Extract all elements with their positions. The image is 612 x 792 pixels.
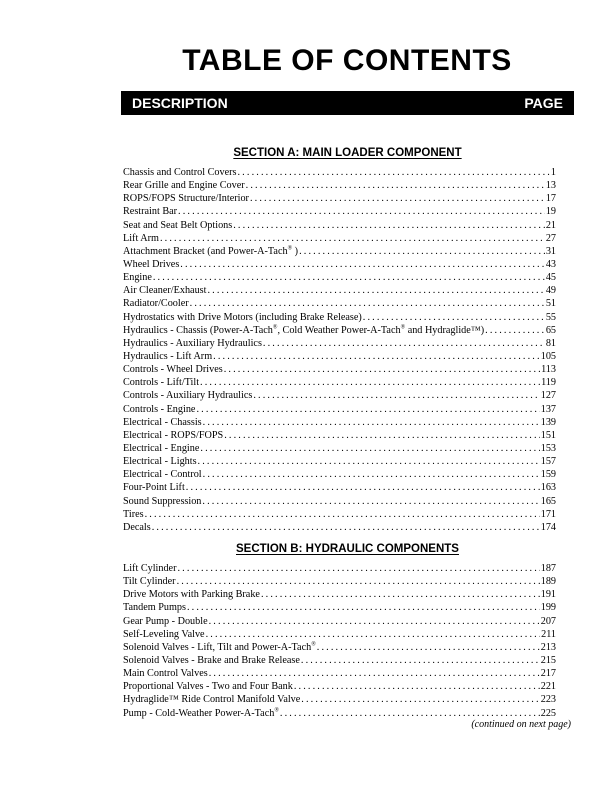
toc-entry-page: 21 xyxy=(545,219,556,231)
toc-entry[interactable] xyxy=(123,693,556,706)
dot-leader xyxy=(213,350,540,363)
column-header-bar xyxy=(121,91,574,115)
toc-entry-page: 127 xyxy=(540,390,556,402)
dot-leader xyxy=(363,311,545,324)
toc-entry-page: 31 xyxy=(545,245,556,257)
toc-entry-page: 221 xyxy=(540,681,556,693)
toc-entry[interactable] xyxy=(123,205,556,218)
toc-entry-title: ROPS/FOPS Structure/Interior xyxy=(123,193,249,205)
dot-leader xyxy=(301,654,540,667)
toc-entry[interactable] xyxy=(123,337,556,350)
toc-entry-title: Controls - Auxiliary Hydraulics xyxy=(123,390,253,402)
section-b-list xyxy=(123,562,556,720)
toc-entry[interactable] xyxy=(123,628,556,641)
toc-entry[interactable] xyxy=(123,389,556,402)
toc-entry-title: Air Cleaner/Exhaust xyxy=(123,285,207,297)
toc-entry[interactable] xyxy=(123,601,556,614)
toc-entry-page: 17 xyxy=(545,193,556,205)
toc-entry-page: 105 xyxy=(540,350,556,362)
toc-entry-title: Hydrostatics with Drive Motors (including Brake Release) xyxy=(123,311,362,323)
dot-leader xyxy=(261,588,540,601)
toc-entry[interactable] xyxy=(123,219,556,232)
page-column-header: PAGE xyxy=(524,95,563,111)
toc-entry-title: Lift Arm xyxy=(123,232,159,244)
dot-leader xyxy=(299,245,545,258)
toc-entry-title: Rear Grille and Engine Cover xyxy=(123,180,245,192)
toc-entry-page: 223 xyxy=(540,694,556,706)
toc-entry-title: Proportional Valves - Two and Four Bank xyxy=(123,681,293,693)
toc-entry-page: 113 xyxy=(541,364,556,376)
toc-entry[interactable] xyxy=(123,311,556,324)
toc-entry[interactable] xyxy=(123,258,556,271)
toc-entry-page: 163 xyxy=(540,482,556,494)
toc-entry[interactable] xyxy=(123,363,556,376)
toc-entry-title: Controls - Lift/Tilt xyxy=(123,377,200,389)
toc-entry-page: 1 xyxy=(550,167,556,178)
toc-entry-title: Self-Leveling Valve xyxy=(123,628,205,640)
toc-entry-title: Gear Pump - Double xyxy=(123,615,208,627)
dot-leader xyxy=(187,601,540,614)
toc-entry-title: Electrical - ROPS/FOPS xyxy=(123,429,224,441)
description-column-header: DESCRIPTION xyxy=(132,95,228,111)
toc-entry-title: Hydraglide™ Ride Control Manifold Valve xyxy=(123,694,301,706)
toc-entry[interactable] xyxy=(123,376,556,389)
dot-leader xyxy=(177,575,540,588)
toc-entry-title: Four-Point Lift xyxy=(123,482,185,494)
toc-entry-page: 211 xyxy=(541,628,556,640)
dot-leader xyxy=(190,297,545,310)
toc-entry-page: 171 xyxy=(540,508,556,520)
toc-entry-page: 139 xyxy=(540,416,556,428)
toc-entry-page: 27 xyxy=(545,232,556,244)
dot-leader xyxy=(317,641,540,654)
dot-leader xyxy=(246,179,545,192)
toc-entry-title: Tandem Pumps xyxy=(123,602,186,614)
dot-leader xyxy=(178,205,545,218)
dot-leader xyxy=(160,232,545,245)
toc-entry[interactable] xyxy=(123,271,556,284)
toc-entry-title: Solenoid Valves - Lift, Tilt and Power-A-Tach® xyxy=(123,641,316,653)
dot-leader xyxy=(294,680,540,693)
toc-entry-page: 157 xyxy=(540,456,556,468)
dot-leader xyxy=(145,508,540,521)
dot-leader xyxy=(200,376,540,389)
toc-entry[interactable] xyxy=(123,297,556,310)
toc-entry-page: 137 xyxy=(540,403,556,415)
dot-leader xyxy=(206,628,541,641)
toc-entry[interactable] xyxy=(123,641,556,654)
toc-entry-title: Electrical - Chassis xyxy=(123,416,202,428)
dot-leader xyxy=(203,416,540,429)
toc-entry[interactable] xyxy=(123,455,556,468)
dot-leader xyxy=(180,258,545,271)
toc-entry-page: 81 xyxy=(545,337,556,349)
toc-entry-page: 174 xyxy=(540,521,556,533)
section-b-heading xyxy=(121,543,574,555)
dot-leader xyxy=(237,166,549,179)
toc-entry[interactable] xyxy=(123,350,556,363)
dot-leader xyxy=(224,363,540,376)
toc-entry[interactable] xyxy=(123,575,556,588)
toc-entry[interactable] xyxy=(123,562,556,575)
toc-entry-page: 187 xyxy=(540,563,556,574)
dot-leader xyxy=(209,615,540,628)
dot-leader xyxy=(200,442,539,455)
dot-leader xyxy=(152,521,540,534)
section-b-heading-text: SECTION B: HYDRAULIC COMPONENTS xyxy=(236,543,459,555)
dot-leader xyxy=(301,693,539,706)
toc-entry[interactable] xyxy=(123,245,556,258)
toc-entry[interactable] xyxy=(123,495,556,508)
dot-leader xyxy=(233,219,545,232)
toc-entry-page: 191 xyxy=(540,589,556,601)
dot-leader xyxy=(280,707,540,720)
page-title: TABLE OF CONTENTS xyxy=(182,44,512,77)
toc-entry-title: Hydraulics - Chassis (Power-A-Tach®, Cold Weather Power-A-Tach® and Hydraglide™) xyxy=(123,324,485,336)
dot-leader xyxy=(250,192,545,205)
toc-entry-page: 165 xyxy=(540,495,556,507)
toc-entry-page: 49 xyxy=(545,285,556,297)
toc-entry[interactable] xyxy=(123,707,556,720)
toc-entry-title: Engine xyxy=(123,272,152,284)
toc-entry-title: Drive Motors with Parking Brake xyxy=(123,589,260,601)
toc-entry-title: Electrical - Engine xyxy=(123,442,200,454)
toc-entry-title: Seat and Seat Belt Options xyxy=(123,219,233,231)
toc-entry-page: 215 xyxy=(540,654,556,666)
section-a-heading xyxy=(121,147,574,159)
dot-leader xyxy=(203,468,540,481)
toc-entry-page: 19 xyxy=(545,206,556,218)
toc-entry-page: 55 xyxy=(545,311,556,323)
toc-entry-page: 225 xyxy=(540,707,556,719)
toc-entry-title: Decals xyxy=(123,521,151,533)
dot-leader xyxy=(253,389,539,402)
toc-entry-page: 151 xyxy=(540,429,556,441)
dot-leader xyxy=(224,429,540,442)
dot-leader xyxy=(202,495,539,508)
dot-leader xyxy=(186,481,540,494)
toc-entry-page: 159 xyxy=(540,469,556,481)
toc-entry-title: Electrical - Control xyxy=(123,469,202,481)
toc-entry-title: Controls - Engine xyxy=(123,403,196,415)
toc-entry[interactable] xyxy=(123,166,556,179)
toc-entry[interactable] xyxy=(123,521,556,534)
toc-entry[interactable] xyxy=(123,481,556,494)
dot-leader xyxy=(177,562,539,575)
toc-entry-title: Attachment Bracket (and Power-A-Tach® ) xyxy=(123,245,299,257)
toc-entry-page: 119 xyxy=(541,377,556,389)
toc-entry-page: 45 xyxy=(545,272,556,284)
toc-entry[interactable] xyxy=(123,324,556,337)
dot-leader xyxy=(485,324,545,337)
toc-entry-page: 153 xyxy=(540,442,556,454)
toc-entry-page: 189 xyxy=(540,576,556,588)
toc-entry[interactable] xyxy=(123,667,556,680)
toc-entry-page: 213 xyxy=(540,641,556,653)
toc-entry-title: Lift Cylinder xyxy=(123,563,177,574)
toc-entry[interactable] xyxy=(123,654,556,667)
toc-entry-title: Electrical - Lights xyxy=(123,456,197,468)
toc-entry-title: Hydraulics - Lift Arm xyxy=(123,350,213,362)
toc-entry-page: 51 xyxy=(545,298,556,310)
toc-entry-title: Chassis and Control Covers xyxy=(123,167,237,178)
toc-entry[interactable] xyxy=(123,508,556,521)
toc-entry-page: 65 xyxy=(545,324,556,336)
toc-entry-page: 207 xyxy=(540,615,556,627)
toc-entry-title: Main Control Valves xyxy=(123,668,208,680)
toc-entry[interactable] xyxy=(123,232,556,245)
toc-entry-title: Sound Suppression xyxy=(123,495,202,507)
toc-entry[interactable] xyxy=(123,442,556,455)
toc-entry-page: 199 xyxy=(540,602,556,614)
toc-entry[interactable] xyxy=(123,416,556,429)
toc-entry[interactable] xyxy=(123,615,556,628)
dot-leader xyxy=(196,403,539,416)
toc-entry[interactable] xyxy=(123,284,556,297)
toc-entry-title: Pump - Cold-Weather Power-A-Tach® xyxy=(123,707,279,719)
section-a-heading-text: SECTION A: MAIN LOADER COMPONENT xyxy=(233,147,462,159)
toc-entry-title: Solenoid Valves - Brake and Brake Release xyxy=(123,654,300,666)
toc-entry-title: Tilt Cylinder xyxy=(123,576,176,588)
toc-entry-title: Hydraulics - Auxiliary Hydraulics xyxy=(123,337,262,349)
toc-entry[interactable] xyxy=(123,588,556,601)
dot-leader xyxy=(263,337,545,350)
toc-entry-title: Radiator/Cooler xyxy=(123,298,189,310)
section-a-list xyxy=(123,166,556,534)
toc-entry-page: 217 xyxy=(540,668,556,680)
toc-entry-title: Tires xyxy=(123,508,144,520)
toc-entry[interactable] xyxy=(123,403,556,416)
continued-note: (continued on next page) xyxy=(471,719,571,730)
dot-leader xyxy=(153,271,545,284)
dot-leader xyxy=(209,667,540,680)
dot-leader xyxy=(207,284,544,297)
toc-entry[interactable] xyxy=(123,192,556,205)
toc-entry[interactable] xyxy=(123,179,556,192)
toc-entry[interactable] xyxy=(123,680,556,693)
toc-entry[interactable] xyxy=(123,468,556,481)
toc-entry-title: Wheel Drives xyxy=(123,258,180,270)
toc-entry-title: Restraint Bar xyxy=(123,206,178,218)
toc-entry-title: Controls - Wheel Drives xyxy=(123,364,223,376)
toc-entry-page: 13 xyxy=(545,180,556,192)
dot-leader xyxy=(198,455,540,468)
toc-entry[interactable] xyxy=(123,429,556,442)
toc-entry-page: 43 xyxy=(545,258,556,270)
